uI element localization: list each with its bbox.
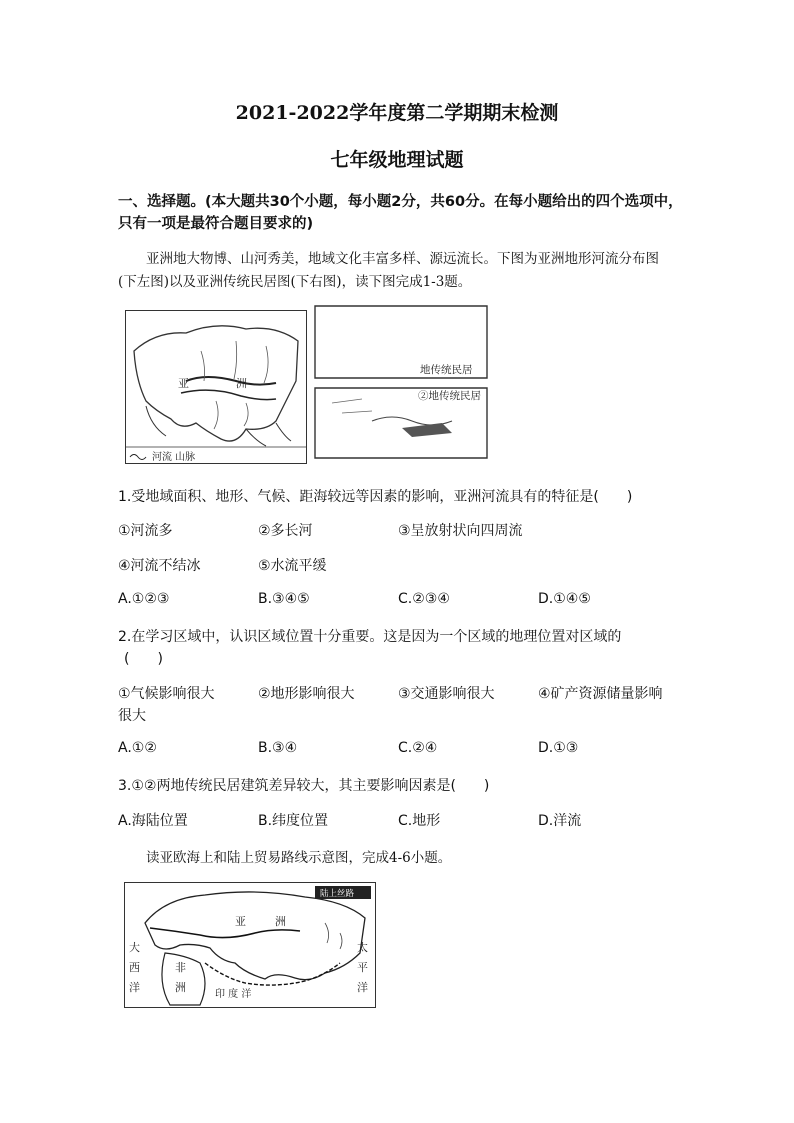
q2-option-3: ③交通影响很大 [398, 686, 495, 702]
map3-atlantic-1: 大 [129, 941, 140, 954]
q2-answer-d: D.①③ [538, 740, 579, 756]
q3-answer-c: C.地形 [398, 813, 441, 829]
map1-label-asia-1: 亚 [178, 377, 189, 390]
q2-stem: 2.在学习区域中，认识区域位置十分重要。这是因为一个区域的地理位置对区域的 [118, 629, 622, 645]
map3-atlantic-3: 洋 [129, 981, 140, 994]
q1-option-1: ①河流多 [118, 523, 173, 539]
map3-africa-2: 洲 [175, 981, 186, 994]
asia-terrain-river-map [125, 310, 307, 464]
dwelling-label-2: ②地传统民居 [418, 390, 481, 402]
river-legend-icon [130, 455, 146, 460]
q3-answer-d: D.洋流 [538, 813, 582, 829]
map1-legend: 河流 山脉 [152, 452, 196, 463]
page-subtitle: 七年级地理试题 [330, 149, 464, 171]
map3-atlantic-2: 西 [129, 961, 140, 974]
q3-answer-a: A.海陆位置 [118, 813, 188, 829]
map3-asia-1: 亚 [235, 915, 246, 928]
q2-option-2: ②地形影响很大 [258, 686, 355, 702]
q1-option-5: ⑤水流平缓 [258, 558, 327, 574]
q1-answer-b: B.③④⑤ [258, 591, 310, 607]
q1-answer-c: C.②③④ [398, 591, 450, 607]
q2-option-4: ④矿产资源储量影响 [538, 686, 663, 702]
map3-pacific-1: 太 [357, 941, 368, 954]
q2-answer-b: B.③④ [258, 740, 298, 756]
section-heading-line2: 只有一项是最符合题目要求的) [118, 216, 314, 232]
map3-africa-1: 非 [175, 961, 186, 974]
q1-answer-d: D.①④⑤ [538, 591, 591, 607]
q2-answer-a: A.①② [118, 740, 157, 756]
map3-asia-2: 洲 [275, 915, 286, 928]
q2-stem-paren: ( ) [124, 651, 163, 667]
q3-answer-b: B.纬度位置 [258, 813, 329, 829]
map1-label-asia-2: 洲 [236, 377, 247, 390]
map3-pacific-3: 洋 [357, 981, 368, 994]
intro2-line1: 读亚欧海上和陆上贸易路线示意图，完成4-6小题。 [146, 850, 452, 866]
intro1-line1: 亚洲地大物博、山河秀美，地域文化丰富多样、源远流长。下图为亚洲地形河流分布图 [146, 251, 659, 267]
asia-dwelling-map [312, 303, 490, 461]
q3-stem: 3.①②两地传统民居建筑差异较大，其主要影响因素是( ) [118, 778, 490, 794]
q1-stem: 1.受地域面积、地形、气候、距海较远等因素的影响，亚洲河流具有的特征是( ) [118, 489, 633, 505]
trade-route-map [124, 882, 376, 1008]
q1-answer-a: A.①②③ [118, 591, 170, 607]
map3-pacific-2: 平 [357, 961, 368, 974]
map3-indian-ocean: 印 度 洋 [215, 989, 252, 1000]
map3-legend-box: 陆上丝路 [320, 889, 355, 899]
intro1-line2: (下左图)以及亚洲传统民居图(下右图)，读下图完成1-3题。 [118, 274, 472, 290]
q1-option-2: ②多长河 [258, 523, 313, 539]
section-heading-line1: 一、选择题。(本大题共30个小题，每小题2分，共60分。在每小题给出的四个选项中， [118, 194, 683, 210]
q1-option-4: ④河流不结冰 [118, 558, 201, 574]
q2-answer-c: C.②④ [398, 740, 438, 756]
dwelling-label-1: 地传统民居 [420, 364, 473, 376]
q2-option-1: ①气候影响很大 [118, 686, 215, 702]
q2-option-4-cont: 很大 [118, 708, 146, 724]
q1-option-3: ③呈放射状向四周流 [398, 523, 523, 539]
page-title: 2021-2022学年度第二学期期末检测 [235, 102, 559, 124]
